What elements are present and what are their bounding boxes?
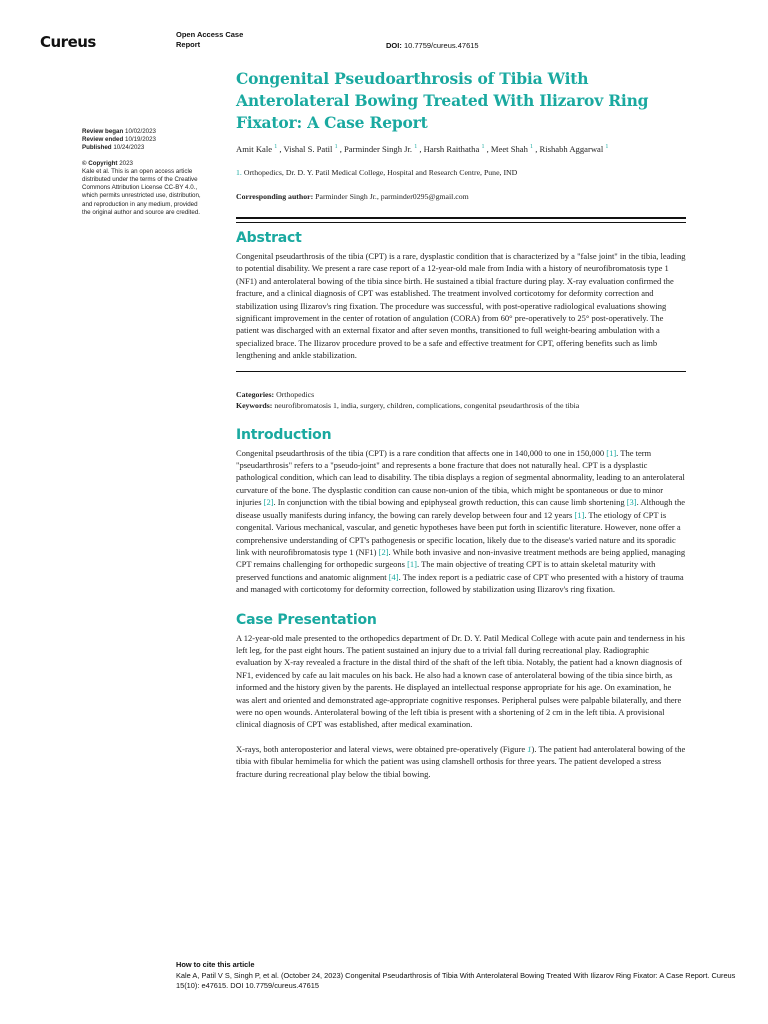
case-seg: X-rays, both anteroposterior and lateral views, were obtained pre-operatively (Figure: [236, 743, 528, 754]
author[interactable]: Harsh Raithatha: [423, 144, 480, 154]
article-title: [236, 68, 686, 134]
review-ended-date: 10/19/2023: [125, 136, 156, 144]
citation-link[interactable]: [2]: [263, 497, 274, 508]
review-began-label: Review began: [82, 128, 124, 135]
affiliation: [236, 168, 686, 177]
license-text: [82, 168, 222, 217]
categories-block: [236, 389, 686, 411]
title-line: Congenital Pseudoarthrosis of Tibia With: [236, 69, 589, 88]
intro-seg: . In conjunction with the tibial bowing and epiphyseal growth reduction, this can cause limb shortening: [273, 497, 627, 508]
citation-link[interactable]: [2]: [378, 546, 389, 557]
introduction-heading: Introduction: [236, 426, 332, 443]
abstract-text: Congenital pseudarthrosis of the tibia (CPT) is a rare, dysplastic condition that is characterized by a "false joint" in the tibia, leading to potential disability. We present a rare case report of a 12-year-old male from India with a history of neurofibromatosis type 1 (NF1) and anterolateral bowing of the tibia since birth. He sustained a tibial fracture during play. X-ray evaluation confirmed the fracture, and a clinical diagnosis of CPT was established. The treatment involved corticotomy for deformity correction and stabilization using Ilizarov's ring fixation. The procedure was successful, with post-operative radiological evaluations showing significant improvement in the center of rotation of angulation (CORA) from 60° pre-operatively to 25° post-operatively. The patient was discharged with an external fixator and after seven months, transitioned to full weight-bearing ambulation with a specialized brace. The Ilizarov procedure proved to be a safe and effective treatment for CPT, offering benefits such as limb lengthening and ankle stabilization.: [236, 251, 686, 361]
doi-label: DOI:: [386, 41, 402, 50]
intro-seg: . The index report is a pediatric case of CPT who presented with a history of trauma and managed with corticotomy for deformity correction, followed by stabilization using Ilizarov's ring fixation.: [236, 571, 684, 595]
title-line: Fixator: A Case Report: [236, 113, 428, 132]
intro-seg: . While both invasive and non-invasive treatment methods are being applied, managing CPT remains challenging for orthopedic surgeons: [236, 546, 686, 570]
affiliation-number: 1.: [236, 168, 242, 177]
keywords-value: neurofibromatosis 1, india, surgery, children, complications, congenital pseudarthrosis of the tibia: [274, 400, 580, 410]
author-affil-num[interactable]: 1: [414, 144, 418, 151]
citation-link[interactable]: [1]: [574, 509, 585, 520]
title-line: Anterolateral Bowing Treated With Ilizarov Ring: [236, 91, 649, 110]
review-ended: [82, 136, 222, 144]
citation-link[interactable]: [4]: [388, 571, 399, 582]
cite-heading: How to cite this article: [176, 960, 255, 969]
doi-header: [386, 41, 479, 50]
copyright-label: © Copyright: [82, 159, 118, 167]
case-presentation-heading: Case Presentation: [236, 611, 377, 628]
intro-seg: . The main objective of treating CPT is to attain skeletal maturity with preserved functions and anatomic alignment: [236, 559, 656, 582]
article-main: [236, 68, 686, 780]
intro-seg: . The term "pseudarthrosis" refers to a "pseudo-joint" and represents a bone fracture that does not naturally heal. CPT is a dysplastic pathological condition, which can lead to disability. The tibia displays a region of segmental abnormality, leading to an anterolateral curvature of the bone. The dysplastic condition can cause non-union of the tibia, which might be spontaneous or due to minor injuries: [236, 447, 685, 508]
categories-label: Categories:: [236, 389, 275, 399]
copyright-year: 2023: [119, 159, 133, 167]
author[interactable]: Rishabh Aggarwal: [539, 144, 604, 154]
review-began-date: 10/02/2023: [125, 128, 156, 135]
author-affil-num[interactable]: 1: [530, 144, 534, 151]
affiliation-text: Orthopedics, Dr. D. Y. Patil Medical College, Hospital and Research Centre, Pune, IND: [243, 168, 518, 177]
review-began: [82, 128, 222, 136]
citation-link[interactable]: [1]: [606, 447, 617, 458]
author-affil-num[interactable]: 1: [605, 144, 609, 151]
article-type-line2: Report: [176, 40, 201, 49]
review-ended-label: Review ended: [82, 136, 124, 144]
section-divider: [236, 217, 686, 219]
author[interactable]: Parminder Singh Jr.: [344, 144, 413, 154]
case-paragraph-2: [236, 743, 686, 780]
author-list: Amit Kale $^1$ , Vishal S. Patil $^1$ , Parminder Singh Jr. $^1$ , Harsh Raithatha $^1$ , Meet Shah $^1$ , Rishabh Aggarwal $^1$: [236, 144, 609, 154]
published: [82, 144, 222, 152]
keywords-label: Keywords:: [236, 400, 273, 410]
abstract-heading: Abstract: [236, 230, 302, 246]
case-paragraph-1: A 12-year-old male presented to the orthopedics department of Dr. D. Y. Patil Medical College with acute pain and tenderness in his left leg, for the past eight hours. The patient sustained an injury due to a trivial fall during recreational play. Radiographic evaluation by X-ray revealed a fracture in the distal third of the shaft of the left tibia. Notably, the patient had a known diagnosis of NF1, evidenced by cafe au lait macules on his back. He also had a known case of anterolateral bowing of the tibia since birth, as informed and the history given by the parents. He displayed an intellectual response appropriate for his age. On examination, he was alert and oriented and demonstrated age-appropriate cognitive responses. Peripheral pulses were palpable bilaterally, and there were no open wounds. Anterolateral bowing of the left tibia is present with a shortening of 2 cm in the left tibia. A provisional clinical diagnosis of CPT was established, after medical examination.: [236, 632, 685, 730]
author[interactable]: Vishal S. Patil: [283, 144, 333, 154]
how-to-cite: [176, 960, 736, 992]
author-affil-num[interactable]: 1: [274, 144, 278, 151]
published-date: 10/24/2023: [113, 144, 145, 152]
license-line: the original author and source are credited.: [82, 208, 200, 216]
section-divider: [236, 222, 686, 223]
corresponding-author: [236, 192, 686, 201]
license-line: Kale et al. This is an open access article: [82, 167, 193, 175]
categories-value[interactable]: Orthopedics: [276, 389, 315, 399]
citation-link[interactable]: [3]: [626, 497, 637, 508]
citation-link[interactable]: [1]: [407, 559, 417, 570]
figure-link[interactable]: 1: [527, 743, 532, 754]
published-label: Published: [82, 144, 112, 152]
author-affil-num[interactable]: 1: [334, 144, 338, 151]
article-type: [176, 30, 266, 50]
abstract-divider: [236, 371, 686, 372]
license-line: distributed under the terms of the Creative: [82, 176, 198, 184]
intro-seg: Congenital pseudarthrosis of the tibia (CPT) is a rare condition that affects one in 140,000 to one in 150,000: [236, 447, 607, 458]
license-line: which permits unrestricted use, distribution,: [82, 192, 201, 200]
keywords-row: [236, 400, 686, 411]
copyright: [82, 160, 222, 168]
article-sidebar: [82, 128, 222, 217]
license-line: and reproduction in any medium, provided: [82, 200, 198, 208]
doi-link[interactable]: 10.7759/cureus.47615: [403, 41, 479, 50]
introduction-text: [236, 447, 686, 596]
cureus-logo: Cureus: [40, 33, 96, 51]
author-affil-num[interactable]: 1: [481, 144, 485, 151]
case-seg: ). The patient had anterolateral bowing of the tibia with fibular hemimelia for which the patient was using clamshell orthosis for three years. The patient developed a stress fracture during recreational play below the tibial bowing.: [236, 743, 686, 779]
corresponding-contact[interactable]: Parminder Singh Jr., parminder0295@gmail.com: [315, 192, 469, 201]
article-type-line1: Open Access Case: [176, 30, 244, 39]
author[interactable]: Meet Shah: [490, 144, 528, 154]
cite-text: Kale A, Patil V S, Singh P, et al. (October 24, 2023) Congenital Pseudarthrosis of Tibia With Anterolateral Bowing Treated With Ilizarov Ring Fixator: A Case Report. Cureus 15(10): e47615. DOI 10.7759/cureus.47615: [176, 970, 736, 991]
corresponding-label: Corresponding author:: [236, 192, 314, 201]
license-line: Commons Attribution License CC-BY 4.0.,: [82, 184, 198, 192]
intro-seg: . The etiology of CPT is congenital. Various mechanical, vascular, and genetic hypotheses have been put forth in scientific literature. However, none offer a comprehensive understanding of CPT's pathogenesis or specific location, likely due to the disease's varied nature and its sporadic link with neurofibromatosis type 1 (NF1): [236, 509, 681, 557]
categories-row: [236, 389, 686, 400]
author[interactable]: Amit Kale: [236, 144, 273, 154]
intro-seg: . Although the disease usually manifests during infancy, the bowing can rarely develop between four and 12 years: [236, 497, 686, 520]
